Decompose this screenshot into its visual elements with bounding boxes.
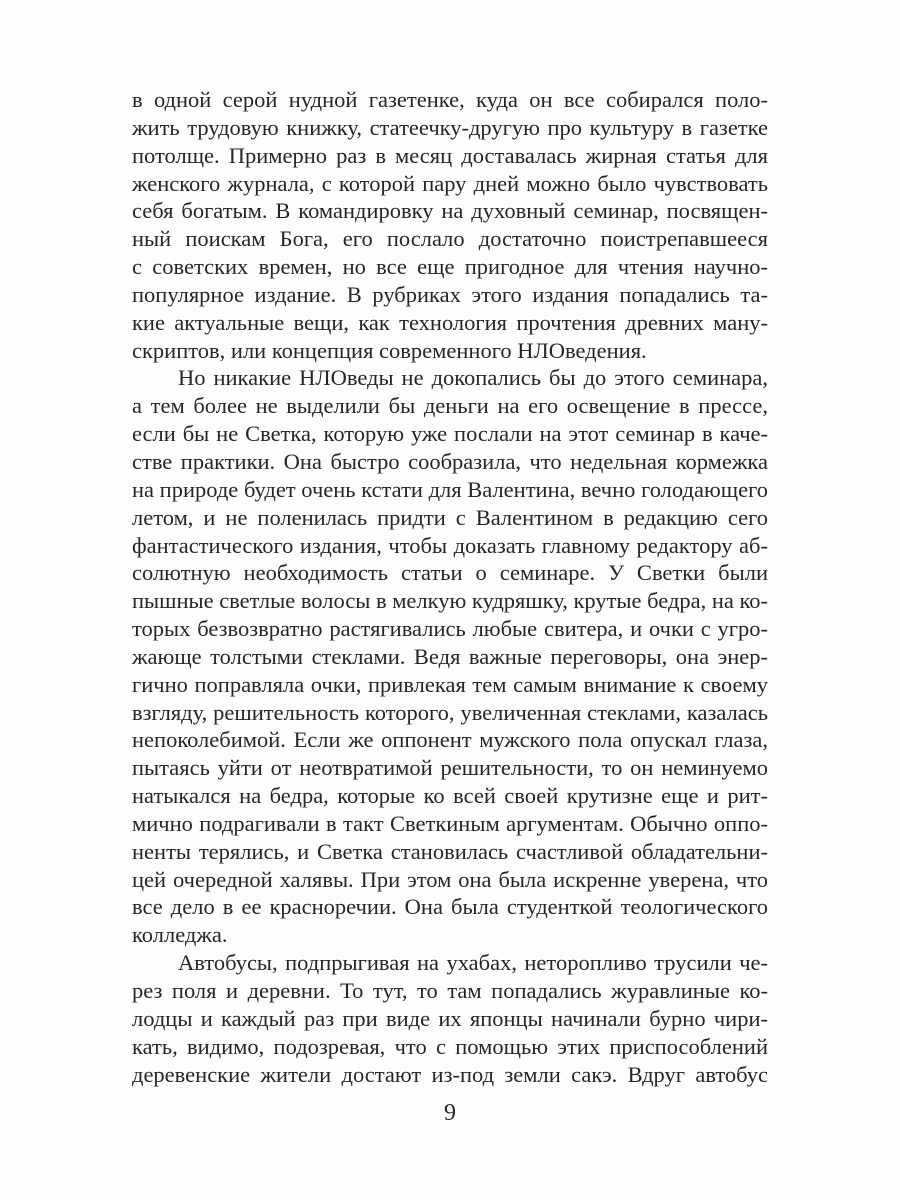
- page-number: 9: [444, 1100, 456, 1126]
- text-line: жить трудовую книжку, статеечку-другую про культуру в газетке: [132, 114, 768, 140]
- text-line: колледжа.: [132, 922, 228, 948]
- text-line: скриптов, или концепция современного НЛОведения.: [132, 337, 647, 363]
- text-line: себя богатым. В командировку на духовный семинар, посвящен-: [132, 198, 768, 224]
- paragraph-1: [132, 86, 768, 364]
- text-line: пышные светлые волосы в мелкую кудряшку, крутые бедра, на ко-: [132, 588, 768, 614]
- text-line: потолще. Примерно раз в месяц доставалась жирная статья для: [132, 142, 768, 168]
- text-line: на природе будет очень кстати для Валентина, вечно голодающего: [132, 476, 768, 502]
- text-line: все дело в ее красноречии. Она была студенткой теологического: [132, 894, 768, 920]
- text-line: лодцы и каждый раз при виде их японцы начинали бурно чири-: [132, 1005, 768, 1031]
- text-line: пытаясь уйти от неотвратимой решительности, то он неминуемо: [132, 755, 768, 781]
- text-line: женского журнала, с которой пару дней можно было чувствовать: [132, 170, 768, 196]
- text-line: Но никакие НЛОведы не докопались бы до этого семинара,: [178, 365, 768, 391]
- text-line: Автобусы, подпрыгивая на ухабах, неторопливо трусили че-: [178, 950, 768, 976]
- text-line: с советских времен, но все еще пригодное для чтения научно-: [132, 254, 768, 280]
- text-line: а тем более не выделили бы деньги на его освещение в прессе,: [132, 393, 768, 419]
- text-line: рез поля и деревни. То тут, то там попадались журавлиные ко-: [132, 978, 768, 1003]
- text-line: гично поправляла очки, привлекая тем самым внимание к своему: [132, 671, 768, 697]
- text-line: стве практики. Она быстро сообразила, что недельная кормежка: [132, 448, 768, 474]
- text-line: ненты терялись, и Светка становилась счастливой обладательни-: [132, 838, 768, 864]
- text-line: деревенские жители достают из-под земли сакэ. Вдруг автобус: [132, 1061, 768, 1087]
- text-line: популярное издание. В рубриках этого издания попадались та-: [132, 281, 768, 307]
- text-line: непоколебимой. Если же оппонент мужского пола опускал глаза,: [132, 727, 768, 753]
- text-line: жающе толстыми стеклами. Ведя важные переговоры, она энер-: [132, 643, 768, 669]
- text-line: если бы не Светка, которую уже послали на этот семинар в каче-: [132, 421, 768, 447]
- text-line: солютную необходимость статьи о семинаре. У Светки были: [132, 560, 768, 586]
- text-line: в одной серой нудной газетенке, куда он все собирался поло-: [132, 87, 768, 112]
- text-line: летом, и не поленилась придти с Валентином в редакцию сего: [132, 504, 768, 530]
- text-line: кие актуальные вещи, как технология прочтения древних ману-: [132, 309, 768, 335]
- text-line: натыкался на бедра, которые ко всей своей крутизне еще и рит-: [132, 783, 768, 809]
- body-text: [132, 86, 768, 1088]
- text-line: кать, видимо, подозревая, что с помощью этих приспособлений: [132, 1033, 768, 1059]
- text-line: взгляду, решительность которого, увеличенная стеклами, казалась: [132, 699, 768, 725]
- text-line: фантастического издания, чтобы доказать главному редактору аб-: [132, 532, 768, 558]
- paragraph-2: [132, 364, 768, 949]
- paragraph-3: [132, 949, 768, 1088]
- text-line: цей очередной халявы. При этом она была искренне уверена, что: [132, 866, 768, 892]
- text-line: мично подрагивали в такт Светкиным аргументам. Обычно оппо-: [132, 810, 768, 836]
- text-line: ный поискам Бога, его послало достаточно поистрепавшееся: [132, 226, 768, 252]
- text-line: торых безвозвратно растягивались любые свитера, и очки с угро-: [132, 616, 768, 642]
